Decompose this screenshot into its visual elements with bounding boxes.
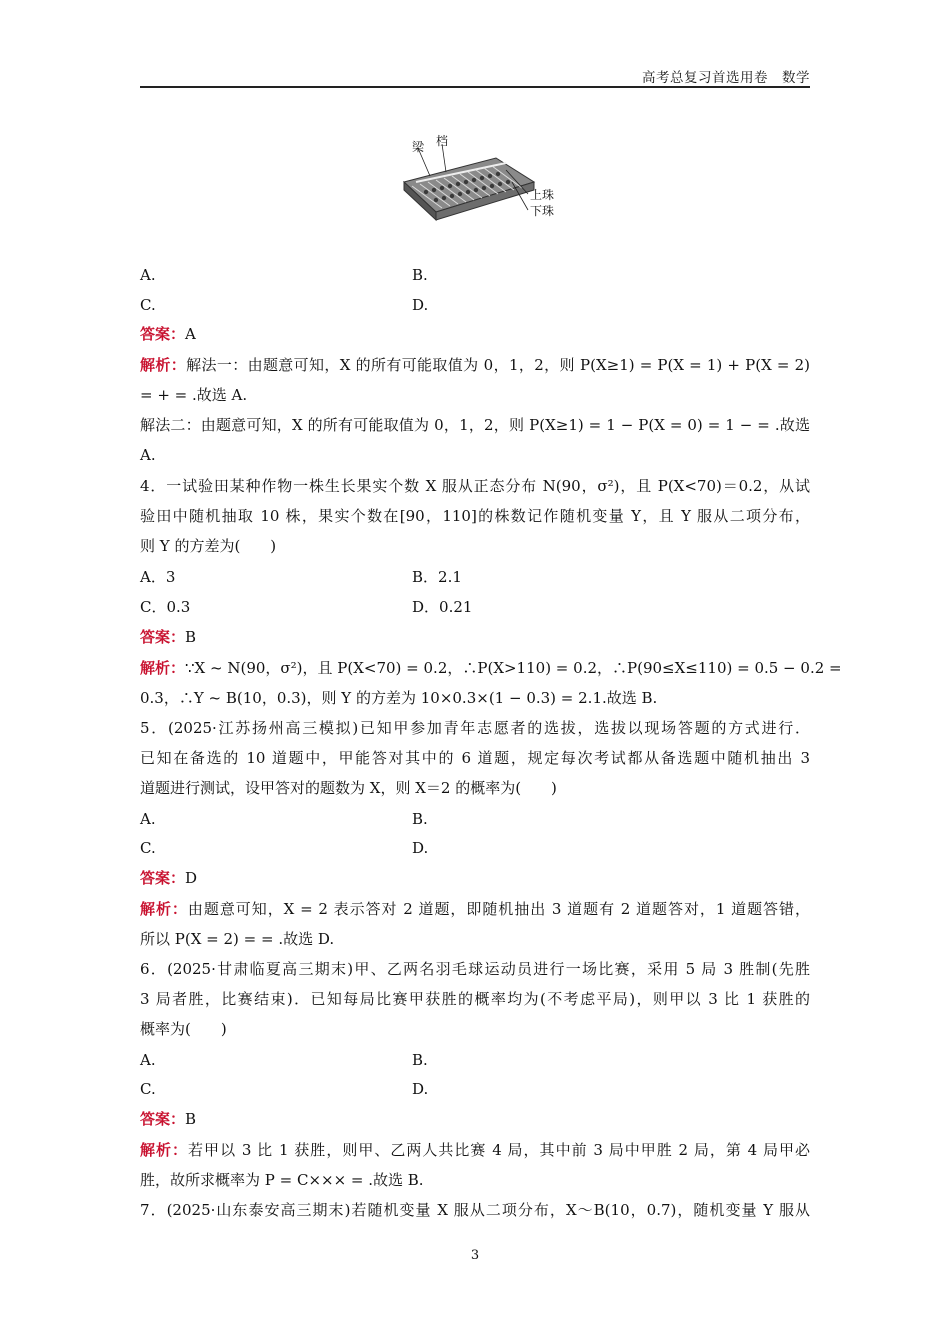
q3-analysis-line1: [140, 355, 810, 375]
q5-answer: [140, 868, 810, 888]
q3-option-b: B.: [412, 266, 428, 284]
q4-answer: [140, 627, 810, 647]
q3-option-d: D.: [412, 296, 429, 314]
q6-stem-line3: 概率为( ): [140, 1020, 227, 1038]
q7-stem-line1: 7．(2025·山东泰安高三期末)若随机变量 X 服从二项分布，X～B(10，0.7)，随机变量 Y 服从: [140, 1201, 810, 1219]
q6-option-c: C.: [140, 1080, 156, 1098]
answer-label: 答案：: [140, 325, 186, 343]
q5-analysis-line2: 所以 P(X = 2) = = .故选 D.: [140, 930, 335, 948]
q6-stem-line1: 6．(2025·甘肃临夏高三期末)甲、乙两名羽毛球运动员进行一场比赛，采用 5 局 3 胜制(先胜: [140, 960, 810, 978]
q4-option-a: A．3: [140, 568, 176, 586]
q6-analysis-line1: [140, 1140, 810, 1160]
q5-stem-line2: 已知在备选的 10 道题中，甲能答对其中的 6 道题，规定每次考试都从备选题中随机抽出 3: [140, 749, 810, 767]
upper-bead-label: 上珠: [530, 188, 555, 202]
q5-stem-line1: 5．(2025·江苏扬州高三模拟)已知甲参加青年志愿者的选拔，选拔以现场答题的方式进行．: [140, 719, 810, 737]
analysis-label: 解析：: [140, 1141, 189, 1159]
abacus-figure: [396, 130, 566, 252]
page-header: [140, 64, 810, 88]
q4-option-d: D．0.21: [412, 598, 473, 616]
lower-bead-label: 下珠: [530, 204, 555, 218]
beam-label: 梁: [412, 140, 425, 154]
q4-analysis-line1: [140, 658, 842, 678]
analysis-label: 解析：: [140, 900, 188, 918]
q4-option-c: C．0.3: [140, 598, 191, 616]
q6-answer: [140, 1109, 810, 1129]
q3-analysis-line3: 解法二：由题意可知，X 的所有可能取值为 0，1，2，则 P(X≥1) = 1 − P(X = 0) = 1 − = .故选: [140, 416, 810, 434]
q6-stem-line2: 3 局者胜，比赛结束)．已知每局比赛甲获胜的概率均为(不考虑平局)，则甲以 3 比 1 获胜的: [140, 990, 810, 1008]
q3-option-a: A.: [140, 266, 156, 284]
q6-option-d: D.: [412, 1080, 429, 1098]
q5-option-c: C.: [140, 839, 156, 857]
q4-option-b: B．2.1: [412, 568, 462, 586]
analysis-label: 解析：: [140, 659, 186, 677]
q6-analysis-line2: 胜，故所求概率为 P = C××× = .故选 B.: [140, 1171, 424, 1189]
q4-stem-line3: 则 Y 的方差为( ): [140, 537, 277, 555]
answer-label: 答案：: [140, 1110, 186, 1128]
q6-option-b: B.: [412, 1051, 428, 1069]
rod-label: 档: [436, 134, 449, 148]
q5-option-a: A.: [140, 810, 156, 828]
answer-label: 答案：: [140, 628, 186, 646]
answer-value: D: [185, 869, 198, 887]
answer-value: B: [185, 1110, 197, 1128]
analysis-label: 解析：: [140, 356, 187, 374]
answer-value: B: [185, 628, 197, 646]
q6-option-a: A.: [140, 1051, 156, 1069]
q4-stem-line1: 4．一试验田某种作物一株生长果实个数 X 服从正态分布 N(90，σ²)，且 P(X<70)＝0.2，从试: [140, 477, 810, 495]
q3-analysis-text1: 解法一：由题意可知，X 的所有可能取值为 0，1，2，则 P(X≥1) = P(X = 1) + P(X = 2): [186, 356, 810, 374]
q4-stem-line2: 验田中随机抽取 10 株，果实个数在[90，110]的株数记作随机变量 Y，且 Y 服从二项分布，: [140, 507, 810, 525]
q4-analysis-line2: 0.3，∴Y ~ B(10，0.3)，则 Y 的方差为 10×0.3×(1 − 0.3) = 2.1.故选 B.: [140, 689, 658, 707]
answer-value: A: [185, 325, 196, 343]
q5-analysis-line1: [140, 899, 810, 919]
q3-answer: [140, 324, 810, 344]
q5-analysis-text1: 由题意可知，X = 2 表示答对 2 道题，即随机抽出 3 道题有 2 道题答对，1 道题答错，: [187, 900, 810, 918]
q3-option-c: C.: [140, 296, 156, 314]
q5-option-b: B.: [412, 810, 428, 828]
q3-analysis-line4: A.: [140, 446, 156, 464]
q5-stem-line3: 道题进行测试，设甲答对的题数为 X，则 X＝2 的概率为( ): [140, 779, 557, 797]
answer-label: 答案：: [140, 869, 186, 887]
q5-option-d: D.: [412, 839, 429, 857]
q6-analysis-text1: 若甲以 3 比 1 获胜，则甲、乙两人共比赛 4 局，其中前 3 局中甲胜 2 局，第 4 局甲必: [188, 1141, 810, 1159]
header-title: 高考总复习首选用卷 数学: [642, 70, 810, 86]
q3-analysis-line2: = + = .故选 A.: [140, 386, 248, 404]
q4-analysis-text1: ∵X ~ N(90，σ²)，且 P(X<70) = 0.2，∴P(X>110) = 0.2，∴P(90≤X≤110) = 0.5 − 0.2 =: [185, 659, 842, 677]
page-number: 3: [470, 1248, 480, 1263]
